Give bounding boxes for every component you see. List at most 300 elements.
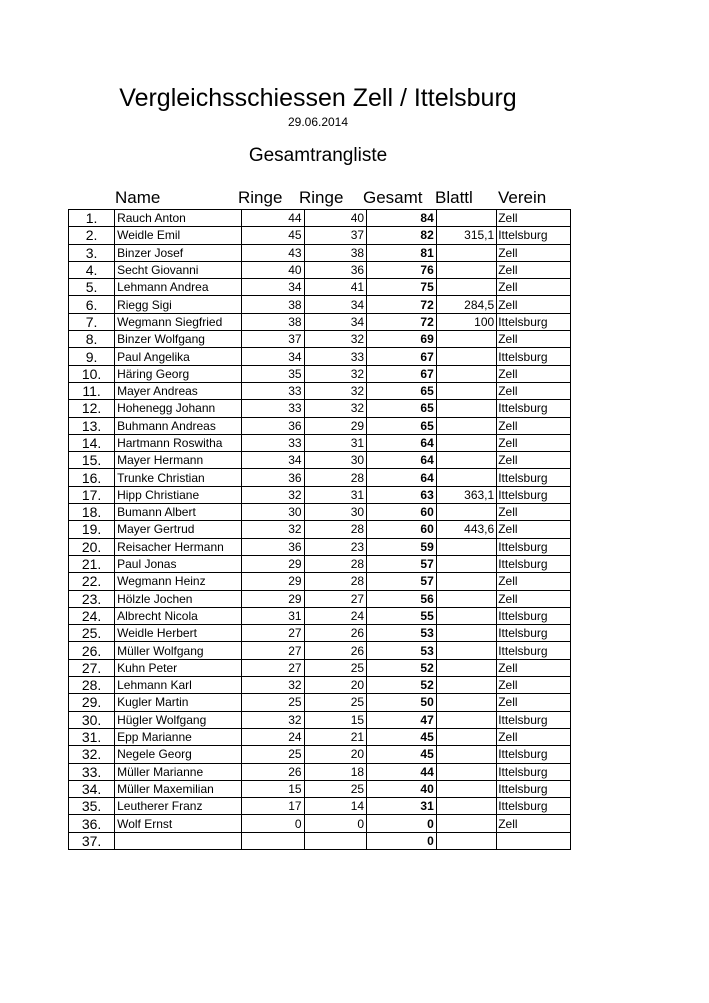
ringe-1-cell: 26 — [242, 763, 304, 780]
ringe-1-cell: 32 — [242, 677, 304, 694]
blattl-cell — [436, 659, 496, 676]
name-cell: Trunke Christian — [115, 469, 242, 486]
name-cell: Kuhn Peter — [115, 659, 242, 676]
column-header-name: Name — [115, 188, 161, 207]
blattl-cell — [436, 590, 496, 607]
ringe-2-cell: 36 — [304, 261, 366, 278]
gesamt-cell: 63 — [367, 486, 437, 503]
verein-cell: Ittelsburg — [497, 780, 571, 797]
ringe-2-cell: 28 — [304, 521, 366, 538]
ringe-2-cell: 32 — [304, 365, 366, 382]
blattl-cell — [436, 417, 496, 434]
verein-cell: Ittelsburg — [497, 555, 571, 572]
table-row — [69, 210, 571, 227]
ringe-1-cell: 27 — [242, 625, 304, 642]
table-row — [69, 746, 571, 763]
ringe-1-cell: 36 — [242, 538, 304, 555]
rank-cell: 13. — [69, 417, 115, 434]
rank-cell: 16. — [69, 469, 115, 486]
verein-cell — [497, 832, 571, 849]
blattl-cell: 100 — [436, 313, 496, 330]
ringe-2-cell: 38 — [304, 244, 366, 261]
ringe-1-cell: 31 — [242, 607, 304, 624]
verein-cell: Ittelsburg — [497, 746, 571, 763]
gesamt-cell: 65 — [367, 417, 437, 434]
gesamt-cell: 81 — [367, 244, 437, 261]
rank-cell: 5. — [69, 279, 115, 296]
blattl-cell — [436, 434, 496, 451]
table-row — [69, 538, 571, 555]
blattl-cell: 363,1 — [436, 486, 496, 503]
blattl-cell — [436, 694, 496, 711]
table-row — [69, 625, 571, 642]
name-cell: Wegmann Siegfried — [115, 313, 242, 330]
ringe-1-cell: 34 — [242, 279, 304, 296]
ringe-2-cell: 15 — [304, 711, 366, 728]
verein-cell: Zell — [497, 382, 571, 399]
gesamt-cell: 40 — [367, 780, 437, 797]
ringe-2-cell — [304, 832, 366, 849]
ringe-2-cell: 28 — [304, 573, 366, 590]
gesamt-cell: 84 — [367, 210, 437, 227]
name-cell: Bumann Albert — [115, 504, 242, 521]
name-cell: Secht Giovanni — [115, 261, 242, 278]
name-cell: Müller Marianne — [115, 763, 242, 780]
blattl-cell — [436, 625, 496, 642]
table-row — [69, 313, 571, 330]
table-row — [69, 400, 571, 417]
ringe-2-cell: 25 — [304, 780, 366, 797]
ringe-2-cell: 30 — [304, 452, 366, 469]
gesamt-cell: 69 — [367, 331, 437, 348]
ringe-1-cell: 27 — [242, 642, 304, 659]
table-row — [69, 279, 571, 296]
name-cell: Wegmann Heinz — [115, 573, 242, 590]
verein-cell: Zell — [497, 434, 571, 451]
name-cell: Reisacher Hermann — [115, 538, 242, 555]
gesamt-cell: 64 — [367, 469, 437, 486]
ringe-1-cell: 37 — [242, 331, 304, 348]
rank-cell: 29. — [69, 694, 115, 711]
rank-cell: 7. — [69, 313, 115, 330]
verein-cell: Zell — [497, 279, 571, 296]
verein-cell: Zell — [497, 573, 571, 590]
gesamt-cell: 72 — [367, 313, 437, 330]
verein-cell: Zell — [497, 210, 571, 227]
name-cell: Lehmann Karl — [115, 677, 242, 694]
rank-cell: 1. — [69, 210, 115, 227]
verein-cell: Zell — [497, 694, 571, 711]
blattl-cell — [436, 728, 496, 745]
ringe-2-cell: 34 — [304, 296, 366, 313]
table-row — [69, 555, 571, 572]
gesamt-cell: 50 — [367, 694, 437, 711]
blattl-cell — [436, 331, 496, 348]
verein-cell: Zell — [497, 452, 571, 469]
ringe-2-cell: 32 — [304, 331, 366, 348]
table-row — [69, 469, 571, 486]
name-cell: Müller Wolfgang — [115, 642, 242, 659]
verein-cell: Zell — [497, 417, 571, 434]
ringe-2-cell: 0 — [304, 815, 366, 832]
ringe-1-cell: 29 — [242, 590, 304, 607]
rank-cell: 30. — [69, 711, 115, 728]
name-cell: Mayer Gertrud — [115, 521, 242, 538]
ringe-2-cell: 20 — [304, 746, 366, 763]
blattl-cell — [436, 538, 496, 555]
ringe-2-cell: 34 — [304, 313, 366, 330]
ringe-1-cell: 17 — [242, 798, 304, 815]
name-cell: Binzer Josef — [115, 244, 242, 261]
blattl-cell — [436, 815, 496, 832]
table-row — [69, 417, 571, 434]
blattl-cell — [436, 469, 496, 486]
verein-cell: Zell — [497, 521, 571, 538]
blattl-cell — [436, 244, 496, 261]
table-row — [69, 607, 571, 624]
rank-cell: 18. — [69, 504, 115, 521]
ringe-1-cell: 25 — [242, 746, 304, 763]
blattl-cell — [436, 382, 496, 399]
name-cell: Mayer Andreas — [115, 382, 242, 399]
rank-cell: 3. — [69, 244, 115, 261]
rank-cell: 6. — [69, 296, 115, 313]
verein-cell: Zell — [497, 504, 571, 521]
table-row — [69, 659, 571, 676]
rank-cell: 35. — [69, 798, 115, 815]
table-row — [69, 763, 571, 780]
gesamt-cell: 75 — [367, 279, 437, 296]
gesamt-cell: 45 — [367, 746, 437, 763]
ringe-2-cell: 25 — [304, 694, 366, 711]
rank-cell: 24. — [69, 607, 115, 624]
table-row — [69, 452, 571, 469]
name-cell: Rauch Anton — [115, 210, 242, 227]
blattl-cell — [436, 780, 496, 797]
gesamt-cell: 57 — [367, 573, 437, 590]
ringe-1-cell: 29 — [242, 555, 304, 572]
gesamt-cell: 64 — [367, 452, 437, 469]
table-row — [69, 434, 571, 451]
gesamt-cell: 31 — [367, 798, 437, 815]
name-cell: Negele Georg — [115, 746, 242, 763]
ringe-1-cell: 33 — [242, 434, 304, 451]
rank-cell: 17. — [69, 486, 115, 503]
table-row — [69, 261, 571, 278]
name-cell: Hölzle Jochen — [115, 590, 242, 607]
name-cell: Müller Maxemilian — [115, 780, 242, 797]
ringe-2-cell: 40 — [304, 210, 366, 227]
blattl-cell — [436, 642, 496, 659]
blattl-cell — [436, 798, 496, 815]
ringe-1-cell: 44 — [242, 210, 304, 227]
name-cell: Mayer Hermann — [115, 452, 242, 469]
name-cell: Wolf Ernst — [115, 815, 242, 832]
name-cell: Häring Georg — [115, 365, 242, 382]
verein-cell: Zell — [497, 296, 571, 313]
blattl-cell — [436, 400, 496, 417]
verein-cell: Zell — [497, 244, 571, 261]
ringe-1-cell: 32 — [242, 521, 304, 538]
table-row — [69, 677, 571, 694]
verein-cell: Ittelsburg — [497, 625, 571, 642]
verein-cell: Ittelsburg — [497, 400, 571, 417]
rank-cell: 28. — [69, 677, 115, 694]
gesamt-cell: 0 — [367, 832, 437, 849]
ringe-2-cell: 23 — [304, 538, 366, 555]
rank-cell: 26. — [69, 642, 115, 659]
verein-cell: Zell — [497, 728, 571, 745]
ringe-2-cell: 33 — [304, 348, 366, 365]
verein-cell: Zell — [497, 590, 571, 607]
verein-cell: Ittelsburg — [497, 313, 571, 330]
blattl-cell — [436, 711, 496, 728]
verein-cell: Ittelsburg — [497, 348, 571, 365]
table-row — [69, 382, 571, 399]
ringe-2-cell: 24 — [304, 607, 366, 624]
ringe-2-cell: 31 — [304, 434, 366, 451]
table-row — [69, 590, 571, 607]
ringe-1-cell: 32 — [242, 711, 304, 728]
blattl-cell: 284,5 — [436, 296, 496, 313]
table-row — [69, 780, 571, 797]
ringe-2-cell: 28 — [304, 555, 366, 572]
ringe-1-cell: 34 — [242, 452, 304, 469]
ringe-1-cell: 30 — [242, 504, 304, 521]
blattl-cell — [436, 279, 496, 296]
table-row — [69, 815, 571, 832]
blattl-cell — [436, 365, 496, 382]
ringe-1-cell: 33 — [242, 400, 304, 417]
ringe-2-cell: 29 — [304, 417, 366, 434]
name-cell: Paul Jonas — [115, 555, 242, 572]
gesamt-cell: 55 — [367, 607, 437, 624]
ringe-1-cell: 25 — [242, 694, 304, 711]
gesamt-cell: 64 — [367, 434, 437, 451]
verein-cell: Ittelsburg — [497, 711, 571, 728]
blattl-cell — [436, 504, 496, 521]
name-cell: Epp Marianne — [115, 728, 242, 745]
gesamt-cell: 57 — [367, 555, 437, 572]
ringe-2-cell: 32 — [304, 382, 366, 399]
verein-cell: Ittelsburg — [497, 798, 571, 815]
gesamt-cell: 67 — [367, 365, 437, 382]
column-header-verein: Verein — [498, 188, 547, 207]
blattl-cell — [436, 261, 496, 278]
rank-cell: 34. — [69, 780, 115, 797]
name-cell: Hipp Christiane — [115, 486, 242, 503]
rank-cell: 32. — [69, 746, 115, 763]
verein-cell: Ittelsburg — [497, 486, 571, 503]
ringe-2-cell: 18 — [304, 763, 366, 780]
blattl-cell — [436, 746, 496, 763]
name-cell: Hohenegg Johann — [115, 400, 242, 417]
ringe-1-cell: 40 — [242, 261, 304, 278]
name-cell: Riegg Sigi — [115, 296, 242, 313]
gesamt-cell: 52 — [367, 677, 437, 694]
ringe-2-cell: 21 — [304, 728, 366, 745]
ringe-1-cell: 34 — [242, 348, 304, 365]
verein-cell: Ittelsburg — [497, 538, 571, 555]
verein-cell: Ittelsburg — [497, 607, 571, 624]
blattl-cell — [436, 677, 496, 694]
blattl-cell: 443,6 — [436, 521, 496, 538]
gesamt-cell: 44 — [367, 763, 437, 780]
rank-cell: 15. — [69, 452, 115, 469]
name-cell: Kugler Martin — [115, 694, 242, 711]
table-row — [69, 694, 571, 711]
table-row — [69, 798, 571, 815]
verein-cell: Zell — [497, 331, 571, 348]
blattl-cell — [436, 348, 496, 365]
ringe-1-cell: 27 — [242, 659, 304, 676]
rank-cell: 22. — [69, 573, 115, 590]
table-row — [69, 642, 571, 659]
name-cell: Paul Angelika — [115, 348, 242, 365]
ringe-2-cell: 32 — [304, 400, 366, 417]
rank-cell: 20. — [69, 538, 115, 555]
rank-cell: 4. — [69, 261, 115, 278]
column-header-blattl: Blattl — [435, 188, 473, 207]
name-cell — [115, 832, 242, 849]
ringe-2-cell: 14 — [304, 798, 366, 815]
gesamt-cell: 76 — [367, 261, 437, 278]
verein-cell: Zell — [497, 677, 571, 694]
name-cell: Weidle Herbert — [115, 625, 242, 642]
gesamt-cell: 45 — [367, 728, 437, 745]
table-row — [69, 296, 571, 313]
ringe-1-cell: 33 — [242, 382, 304, 399]
ringe-1-cell: 45 — [242, 227, 304, 244]
rank-cell: 27. — [69, 659, 115, 676]
verein-cell: Zell — [497, 365, 571, 382]
verein-cell: Ittelsburg — [497, 469, 571, 486]
verein-cell: Ittelsburg — [497, 763, 571, 780]
rank-cell: 33. — [69, 763, 115, 780]
event-date: 29.06.2014 — [287, 115, 349, 129]
table-row — [69, 331, 571, 348]
ringe-2-cell: 26 — [304, 625, 366, 642]
rank-cell: 37. — [69, 832, 115, 849]
ringe-2-cell: 27 — [304, 590, 366, 607]
ringe-1-cell: 38 — [242, 296, 304, 313]
ringe-2-cell: 25 — [304, 659, 366, 676]
blattl-cell — [436, 763, 496, 780]
rank-cell: 23. — [69, 590, 115, 607]
verein-cell: Ittelsburg — [497, 227, 571, 244]
rank-cell: 10. — [69, 365, 115, 382]
ringe-2-cell: 20 — [304, 677, 366, 694]
name-cell: Leutherer Franz — [115, 798, 242, 815]
ringe-1-cell: 36 — [242, 417, 304, 434]
gesamt-cell: 53 — [367, 642, 437, 659]
ringe-2-cell: 26 — [304, 642, 366, 659]
table-row — [69, 504, 571, 521]
name-cell: Hartmann Roswitha — [115, 434, 242, 451]
rank-cell: 2. — [69, 227, 115, 244]
gesamt-cell: 53 — [367, 625, 437, 642]
verein-cell: Ittelsburg — [497, 642, 571, 659]
blattl-cell: 315,1 — [436, 227, 496, 244]
gesamt-cell: 72 — [367, 296, 437, 313]
gesamt-cell: 65 — [367, 400, 437, 417]
name-cell: Binzer Wolfgang — [115, 331, 242, 348]
ringe-2-cell: 28 — [304, 469, 366, 486]
name-cell: Hügler Wolfgang — [115, 711, 242, 728]
ringe-1-cell: 32 — [242, 486, 304, 503]
ringe-1-cell: 38 — [242, 313, 304, 330]
ringe-1-cell: 0 — [242, 815, 304, 832]
table-row — [69, 832, 571, 849]
rank-cell: 14. — [69, 434, 115, 451]
blattl-cell — [436, 555, 496, 572]
verein-cell: Zell — [497, 815, 571, 832]
rank-cell: 21. — [69, 555, 115, 572]
column-header-ringe-1: Ringe — [238, 188, 283, 207]
name-cell: Buhmann Andreas — [115, 417, 242, 434]
rank-cell: 25. — [69, 625, 115, 642]
table-row — [69, 728, 571, 745]
table-row — [69, 711, 571, 728]
ringe-1-cell: 35 — [242, 365, 304, 382]
verein-cell: Zell — [497, 659, 571, 676]
rank-cell: 36. — [69, 815, 115, 832]
ringe-2-cell: 37 — [304, 227, 366, 244]
rank-cell: 11. — [69, 382, 115, 399]
blattl-cell — [436, 573, 496, 590]
blattl-cell — [436, 607, 496, 624]
ringe-1-cell: 29 — [242, 573, 304, 590]
ringe-1-cell: 36 — [242, 469, 304, 486]
ringe-1-cell — [242, 832, 304, 849]
column-header-gesamt: Gesamt — [363, 188, 423, 207]
rank-cell: 9. — [69, 348, 115, 365]
ranking-table — [68, 209, 571, 850]
name-cell: Lehmann Andrea — [115, 279, 242, 296]
gesamt-cell: 56 — [367, 590, 437, 607]
gesamt-cell: 47 — [367, 711, 437, 728]
blattl-cell — [436, 210, 496, 227]
gesamt-cell: 82 — [367, 227, 437, 244]
column-header-ringe-2: Ringe — [299, 188, 344, 207]
table-row — [69, 486, 571, 503]
blattl-cell — [436, 832, 496, 849]
rank-cell: 12. — [69, 400, 115, 417]
rank-cell: 19. — [69, 521, 115, 538]
gesamt-cell: 60 — [367, 504, 437, 521]
gesamt-cell: 67 — [367, 348, 437, 365]
rank-cell: 8. — [69, 331, 115, 348]
name-cell: Albrecht Nicola — [115, 607, 242, 624]
table-row — [69, 348, 571, 365]
gesamt-cell: 60 — [367, 521, 437, 538]
gesamt-cell: 59 — [367, 538, 437, 555]
table-row — [69, 244, 571, 261]
ringe-2-cell: 41 — [304, 279, 366, 296]
blattl-cell — [436, 452, 496, 469]
gesamt-cell: 52 — [367, 659, 437, 676]
page-subtitle: Gesamtrangliste — [248, 145, 388, 166]
rank-cell: 31. — [69, 728, 115, 745]
table-row — [69, 227, 571, 244]
ringe-1-cell: 24 — [242, 728, 304, 745]
table-row — [69, 365, 571, 382]
gesamt-cell: 65 — [367, 382, 437, 399]
verein-cell: Zell — [497, 261, 571, 278]
ringe-1-cell: 43 — [242, 244, 304, 261]
table-row — [69, 521, 571, 538]
ringe-2-cell: 31 — [304, 486, 366, 503]
